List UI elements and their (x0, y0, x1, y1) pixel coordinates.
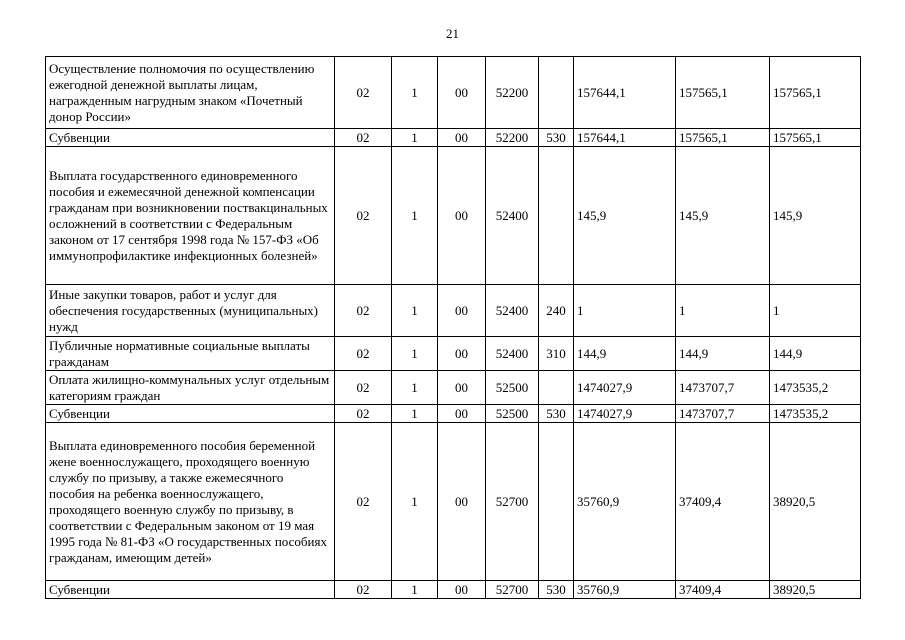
row-name: Оплата жилищно-коммунальных услуг отдельным категориям граждан (46, 371, 335, 405)
code-section: 02 (335, 285, 392, 337)
table-row (46, 581, 861, 599)
code-direction: 52400 (486, 285, 539, 337)
code-subprogram: 00 (438, 371, 486, 405)
code-section: 02 (335, 129, 392, 147)
code-section: 02 (335, 147, 392, 285)
code-section: 02 (335, 57, 392, 129)
amount-year-3: 1473535,2 (770, 371, 861, 405)
amount-year-2: 157565,1 (676, 129, 770, 147)
table-row (46, 285, 861, 337)
code-section: 02 (335, 581, 392, 599)
amount-year-2: 37409,4 (676, 581, 770, 599)
code-expense-type: 530 (539, 129, 574, 147)
row-name: Субвенции (46, 405, 335, 423)
amount-year-3: 38920,5 (770, 423, 861, 581)
code-expense-type: 240 (539, 285, 574, 337)
table-row (46, 337, 861, 371)
table-row (46, 405, 861, 423)
row-name: Субвенции (46, 581, 335, 599)
code-section: 02 (335, 337, 392, 371)
code-program: 1 (392, 337, 438, 371)
code-expense-type: 530 (539, 405, 574, 423)
amount-year-2: 144,9 (676, 337, 770, 371)
row-name: Субвенции (46, 129, 335, 147)
code-direction: 52700 (486, 423, 539, 581)
amount-year-3: 157565,1 (770, 57, 861, 129)
code-section: 02 (335, 371, 392, 405)
row-name: Выплата государственного единовременного пособия и ежемесячной денежной компенсации гражданам при возникновении поствакцинальных осложнений в соответствии с Федеральным законом от 17 сентября 1998 года № 157-ФЗ «Об иммунопрофилактике инфекционных болезней» (46, 147, 335, 285)
code-program: 1 (392, 147, 438, 285)
code-expense-type (539, 423, 574, 581)
code-program: 1 (392, 57, 438, 129)
amount-year-2: 157565,1 (676, 57, 770, 129)
code-section: 02 (335, 423, 392, 581)
amount-year-1: 1474027,9 (574, 371, 676, 405)
amount-year-1: 144,9 (574, 337, 676, 371)
amount-year-3: 38920,5 (770, 581, 861, 599)
code-expense-type (539, 57, 574, 129)
code-subprogram: 00 (438, 337, 486, 371)
amount-year-1: 35760,9 (574, 581, 676, 599)
amount-year-1: 1474027,9 (574, 405, 676, 423)
code-subprogram: 00 (438, 423, 486, 581)
code-direction: 52400 (486, 147, 539, 285)
page-number: 21 (446, 26, 459, 41)
code-direction: 52400 (486, 337, 539, 371)
amount-year-1: 1 (574, 285, 676, 337)
code-program: 1 (392, 405, 438, 423)
code-subprogram: 00 (438, 581, 486, 599)
amount-year-3: 157565,1 (770, 129, 861, 147)
amount-year-1: 157644,1 (574, 57, 676, 129)
table-row (46, 423, 861, 581)
table-row (46, 129, 861, 147)
table-row (46, 57, 861, 129)
code-subprogram: 00 (438, 57, 486, 129)
amount-year-2: 1473707,7 (676, 405, 770, 423)
amount-year-1: 35760,9 (574, 423, 676, 581)
row-name: Иные закупки товаров, работ и услуг для обеспечения государственных (муниципальных) нужд (46, 285, 335, 337)
code-expense-type: 530 (539, 581, 574, 599)
code-direction: 52200 (486, 129, 539, 147)
amount-year-2: 1473707,7 (676, 371, 770, 405)
code-expense-type: 310 (539, 337, 574, 371)
code-expense-type (539, 147, 574, 285)
amount-year-3: 1 (770, 285, 861, 337)
code-program: 1 (392, 129, 438, 147)
code-program: 1 (392, 423, 438, 581)
code-expense-type (539, 371, 574, 405)
code-direction: 52500 (486, 371, 539, 405)
code-subprogram: 00 (438, 405, 486, 423)
amount-year-3: 145,9 (770, 147, 861, 285)
code-subprogram: 00 (438, 129, 486, 147)
amount-year-1: 145,9 (574, 147, 676, 285)
amount-year-1: 157644,1 (574, 129, 676, 147)
code-direction: 52500 (486, 405, 539, 423)
amount-year-2: 1 (676, 285, 770, 337)
table-row (46, 371, 861, 405)
amount-year-3: 144,9 (770, 337, 861, 371)
row-name: Выплата единовременного пособия беременной жене военнослужащего, проходящего военную службу по призыву, а также ежемесячного пособия на ребенка военнослужащего, проходящего военную службу по призыву, в соответствии с Федеральным законом от 19 мая 1995 года № 81-ФЗ «О государственных пособиях гражданам, имеющим детей» (46, 423, 335, 581)
code-section: 02 (335, 405, 392, 423)
amount-year-2: 145,9 (676, 147, 770, 285)
budget-table (45, 56, 861, 599)
amount-year-3: 1473535,2 (770, 405, 861, 423)
code-program: 1 (392, 371, 438, 405)
row-name: Осуществление полномочия по осуществлению ежегодной денежной выплаты лицам, награжденным нагрудным знаком «Почетный донор России» (46, 57, 335, 129)
table-row (46, 147, 861, 285)
code-direction: 52200 (486, 57, 539, 129)
code-direction: 52700 (486, 581, 539, 599)
amount-year-2: 37409,4 (676, 423, 770, 581)
code-subprogram: 00 (438, 285, 486, 337)
code-program: 1 (392, 581, 438, 599)
code-subprogram: 00 (438, 147, 486, 285)
code-program: 1 (392, 285, 438, 337)
row-name: Публичные нормативные социальные выплаты гражданам (46, 337, 335, 371)
